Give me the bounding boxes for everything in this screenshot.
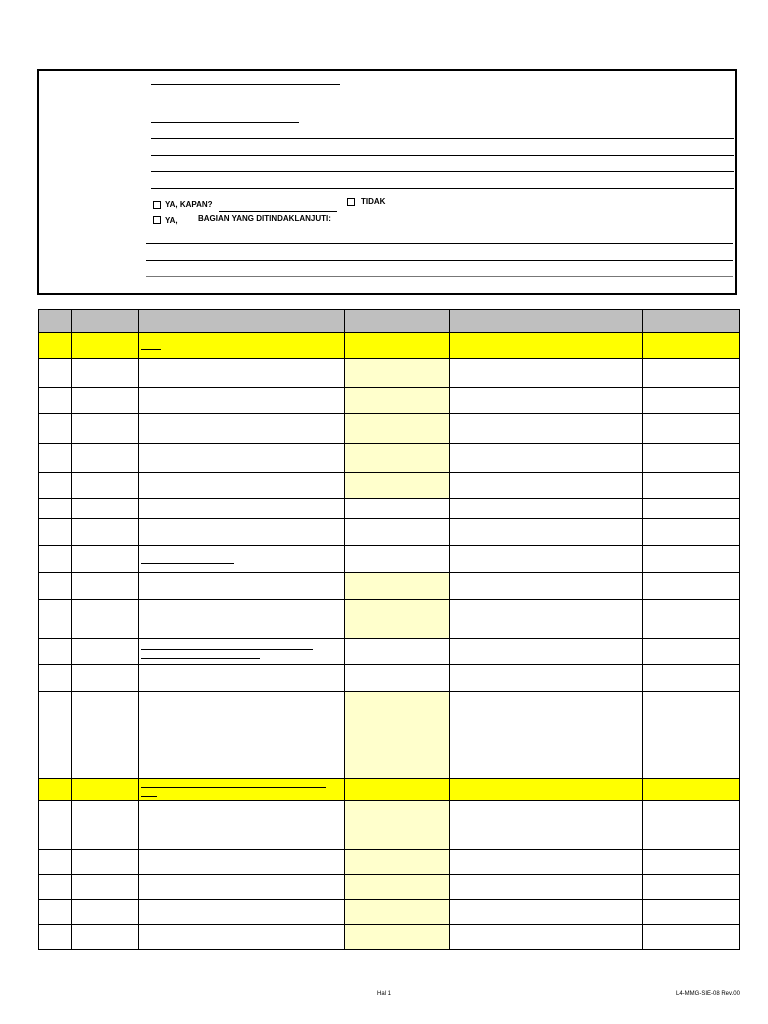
blank-line[interactable]	[146, 260, 733, 261]
underline-mark	[141, 649, 313, 650]
table-cell[interactable]	[72, 692, 139, 779]
form-header-box	[37, 69, 737, 295]
table-cell[interactable]	[643, 414, 740, 444]
table-cell[interactable]	[345, 875, 450, 900]
table-cell[interactable]	[39, 444, 72, 473]
table-cell[interactable]	[72, 925, 139, 950]
table-cell[interactable]	[139, 850, 345, 875]
table-cell[interactable]	[643, 519, 740, 546]
table-cell[interactable]	[450, 359, 643, 388]
table-cell[interactable]	[345, 473, 450, 499]
table-row	[39, 801, 740, 850]
table-cell[interactable]	[450, 779, 643, 801]
table-row	[39, 875, 740, 900]
table-cell[interactable]	[39, 473, 72, 499]
underline-mark	[141, 349, 161, 350]
option-yes-dept-label: YA,	[165, 216, 178, 225]
table-cell[interactable]	[643, 779, 740, 801]
table-cell[interactable]	[643, 573, 740, 600]
table-cell[interactable]	[643, 692, 740, 779]
table-cell[interactable]	[139, 801, 345, 850]
table-cell[interactable]	[450, 519, 643, 546]
table-cell[interactable]	[72, 473, 139, 499]
table-cell[interactable]	[450, 900, 643, 925]
table-cell[interactable]	[72, 850, 139, 875]
table-cell[interactable]	[450, 875, 643, 900]
table-cell[interactable]	[72, 388, 139, 414]
blank-line[interactable]	[151, 122, 299, 123]
table-cell[interactable]	[345, 444, 450, 473]
table-cell[interactable]	[345, 900, 450, 925]
table-cell[interactable]	[450, 473, 643, 499]
table-cell[interactable]	[345, 850, 450, 875]
table-cell[interactable]	[72, 499, 139, 519]
table-cell[interactable]	[39, 359, 72, 388]
table-cell[interactable]	[139, 665, 345, 692]
table-cell[interactable]	[139, 359, 345, 388]
table-cell[interactable]	[345, 573, 450, 600]
table-cell[interactable]	[643, 473, 740, 499]
checkbox-no[interactable]	[347, 198, 355, 206]
table-row	[39, 925, 740, 950]
table-cell[interactable]	[139, 546, 345, 573]
table-cell[interactable]	[139, 414, 345, 444]
table-cell[interactable]	[643, 388, 740, 414]
table-cell[interactable]	[643, 639, 740, 665]
page-number: Hal 1	[377, 991, 392, 997]
table-cell[interactable]	[450, 546, 643, 573]
table-cell[interactable]	[643, 359, 740, 388]
table-cell[interactable]	[139, 573, 345, 600]
table-cell[interactable]	[345, 692, 450, 779]
header-cell	[139, 310, 345, 333]
table-cell[interactable]	[39, 546, 72, 573]
table-cell[interactable]	[643, 850, 740, 875]
table-row	[39, 414, 740, 444]
underline-mark	[141, 796, 157, 797]
table-cell[interactable]	[139, 925, 345, 950]
table-cell[interactable]	[643, 900, 740, 925]
table-cell[interactable]	[345, 801, 450, 850]
table-cell[interactable]	[450, 600, 643, 639]
table-cell[interactable]	[450, 665, 643, 692]
blank-line[interactable]	[146, 276, 733, 277]
table-row	[39, 333, 740, 359]
table-cell[interactable]	[39, 925, 72, 950]
table-cell[interactable]	[72, 546, 139, 573]
table-cell[interactable]	[72, 359, 139, 388]
table-cell[interactable]	[39, 388, 72, 414]
table-cell[interactable]	[139, 600, 345, 639]
table-cell[interactable]	[139, 333, 345, 359]
table-row	[39, 600, 740, 639]
table-cell[interactable]	[39, 333, 72, 359]
blank-line[interactable]	[151, 188, 734, 189]
table-cell[interactable]	[450, 573, 643, 600]
table-row	[39, 388, 740, 414]
table-cell[interactable]	[72, 779, 139, 801]
table-cell[interactable]	[139, 473, 345, 499]
table-cell[interactable]	[139, 499, 345, 519]
table-row	[39, 665, 740, 692]
option-no-label: TIDAK	[361, 197, 386, 206]
table-cell[interactable]	[72, 801, 139, 850]
header-cell	[72, 310, 139, 333]
table-cell[interactable]	[450, 639, 643, 665]
table-cell[interactable]	[450, 850, 643, 875]
table-cell[interactable]	[39, 875, 72, 900]
header-cell	[450, 310, 643, 333]
table-cell[interactable]	[72, 444, 139, 473]
table-row	[39, 519, 740, 546]
table-cell[interactable]	[39, 665, 72, 692]
table-cell[interactable]	[39, 639, 72, 665]
table-cell[interactable]	[139, 875, 345, 900]
table-cell[interactable]	[39, 801, 72, 850]
table-cell[interactable]	[39, 850, 72, 875]
table-cell[interactable]	[345, 925, 450, 950]
checkbox-yes-dept[interactable]	[153, 216, 161, 224]
table-cell[interactable]	[139, 444, 345, 473]
table-cell[interactable]	[72, 639, 139, 665]
table-cell[interactable]	[345, 333, 450, 359]
table-cell[interactable]	[345, 414, 450, 444]
table-cell[interactable]	[39, 600, 72, 639]
dept-label: BAGIAN YANG DITINDAKLANJUTI:	[198, 214, 331, 223]
table-cell[interactable]	[643, 925, 740, 950]
table-cell[interactable]	[643, 333, 740, 359]
table-cell[interactable]	[72, 573, 139, 600]
table-cell[interactable]	[450, 444, 643, 473]
table-row	[39, 573, 740, 600]
table-row	[39, 546, 740, 573]
header-cell	[39, 310, 72, 333]
document-code: L4-MMG-SIE-08 Rev.00	[676, 991, 740, 997]
table-cell[interactable]	[39, 414, 72, 444]
checkbox-yes-when[interactable]	[153, 201, 161, 209]
table-row	[39, 779, 740, 801]
table-cell[interactable]	[139, 388, 345, 414]
table-cell[interactable]	[139, 519, 345, 546]
table-cell[interactable]	[39, 499, 72, 519]
table-cell[interactable]	[345, 359, 450, 388]
table-cell[interactable]	[39, 519, 72, 546]
table-cell[interactable]	[139, 639, 345, 665]
table-cell[interactable]	[450, 925, 643, 950]
table-cell[interactable]	[643, 444, 740, 473]
table-cell[interactable]	[345, 779, 450, 801]
table-cell[interactable]	[643, 499, 740, 519]
blank-line[interactable]	[146, 243, 733, 244]
blank-line[interactable]	[151, 171, 734, 172]
underline-mark	[141, 787, 326, 788]
table-cell[interactable]	[72, 600, 139, 639]
table-cell[interactable]	[345, 639, 450, 665]
underline-mark	[141, 563, 234, 564]
header-cell	[345, 310, 450, 333]
table-cell[interactable]	[345, 546, 450, 573]
table-cell[interactable]	[450, 692, 643, 779]
table-row	[39, 499, 740, 519]
table-cell[interactable]	[450, 388, 643, 414]
table-cell[interactable]	[72, 875, 139, 900]
table-cell[interactable]	[72, 665, 139, 692]
option-yes-when-label: YA, KAPAN?	[165, 200, 213, 209]
table-cell[interactable]	[450, 801, 643, 850]
table-cell[interactable]	[643, 546, 740, 573]
table-cell[interactable]	[72, 519, 139, 546]
header-cell	[643, 310, 740, 333]
table-row	[39, 639, 740, 665]
blank-line[interactable]	[151, 138, 734, 139]
table-cell[interactable]	[39, 573, 72, 600]
table-cell[interactable]	[72, 333, 139, 359]
date-blank-line[interactable]	[219, 211, 337, 212]
table-cell[interactable]	[643, 665, 740, 692]
checklist-table	[38, 309, 740, 950]
table-row	[39, 692, 740, 779]
blank-line[interactable]	[151, 155, 734, 156]
table-cell[interactable]	[139, 779, 345, 801]
underline-mark	[141, 658, 260, 659]
table-cell[interactable]	[345, 499, 450, 519]
table-row	[39, 444, 740, 473]
table-cell[interactable]	[39, 692, 72, 779]
table-cell[interactable]	[345, 600, 450, 639]
table-cell[interactable]	[643, 600, 740, 639]
table-cell[interactable]	[643, 801, 740, 850]
blank-line[interactable]	[151, 84, 340, 85]
table-cell[interactable]	[345, 665, 450, 692]
table-cell[interactable]	[72, 414, 139, 444]
table-cell[interactable]	[39, 779, 72, 801]
table-cell[interactable]	[450, 414, 643, 444]
table-cell[interactable]	[39, 900, 72, 925]
table-cell[interactable]	[139, 900, 345, 925]
table-cell[interactable]	[643, 875, 740, 900]
table-cell[interactable]	[450, 499, 643, 519]
table-cell[interactable]	[345, 519, 450, 546]
table-row	[39, 473, 740, 499]
table-cell[interactable]	[139, 692, 345, 779]
table-row	[39, 359, 740, 388]
table-row	[39, 900, 740, 925]
table-cell[interactable]	[72, 900, 139, 925]
table-row	[39, 850, 740, 875]
table-cell[interactable]	[345, 388, 450, 414]
table-header-row	[39, 310, 740, 333]
table-cell[interactable]	[450, 333, 643, 359]
